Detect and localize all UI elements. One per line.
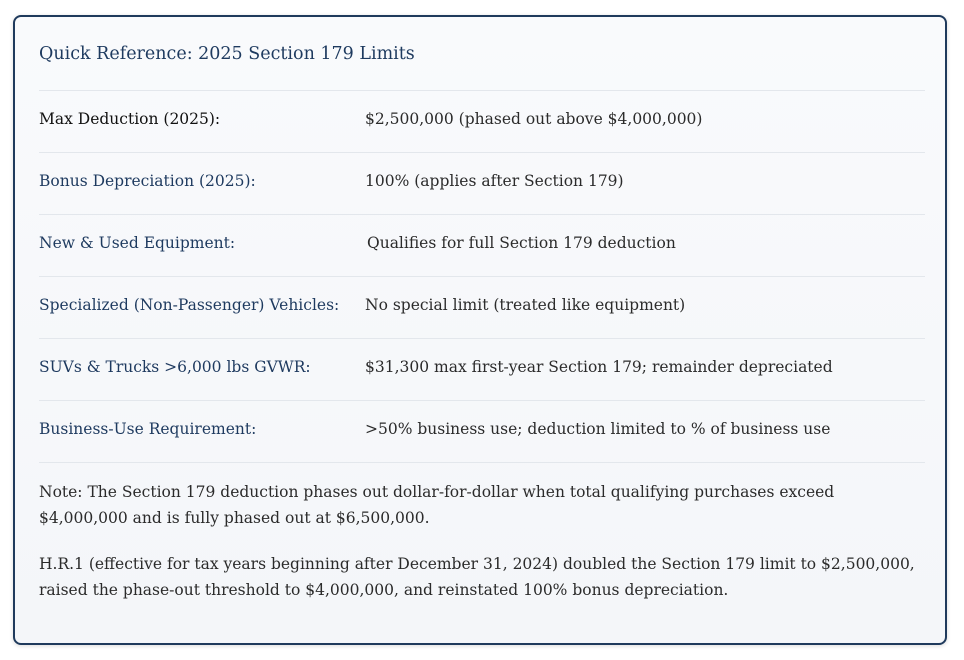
- legislation-footnote: H.R.1 (effective for tax years beginning after December 31, 2024) doubled the Section 179 limit to $2,500,000, raised the phase-out threshold to $4,000,000, and reinstated 100% bonus depreciation.: [39, 555, 915, 599]
- row-label: Business-Use Requirement:: [39, 420, 257, 438]
- row-label: Bonus Depreciation (2025):: [39, 172, 256, 190]
- section-179-reference-card: [13, 15, 947, 645]
- row-value: 100% (applies after Section 179): [365, 172, 624, 190]
- table-row: [39, 338, 925, 400]
- row-value: $2,500,000 (phased out above $4,000,000): [365, 110, 703, 128]
- row-label: SUVs & Trucks >6,000 lbs GVWR:: [39, 358, 311, 376]
- row-label: Max Deduction (2025):: [39, 110, 221, 128]
- card-title: Quick Reference: 2025 Section 179 Limits: [39, 44, 415, 64]
- row-label: Specialized (Non-Passenger) Vehicles:: [39, 296, 340, 314]
- limits-table: [39, 90, 925, 463]
- table-row: [39, 152, 925, 214]
- row-label: New & Used Equipment:: [39, 234, 236, 252]
- table-row: [39, 214, 925, 276]
- row-value: $31,300 max first-year Section 179; remainder depreciated: [365, 358, 833, 376]
- row-value: Qualifies for full Section 179 deduction: [367, 234, 676, 252]
- table-row: [39, 90, 925, 152]
- row-value: >50% business use; deduction limited to % of business use: [365, 420, 831, 438]
- table-row: [39, 276, 925, 338]
- table-row: [39, 400, 925, 463]
- row-value: No special limit (treated like equipment): [365, 296, 686, 314]
- phase-out-note: Note: The Section 179 deduction phases out dollar-for-dollar when total qualifying purchases exceed $4,000,000 and is fully phased out at $6,500,000.: [39, 483, 835, 527]
